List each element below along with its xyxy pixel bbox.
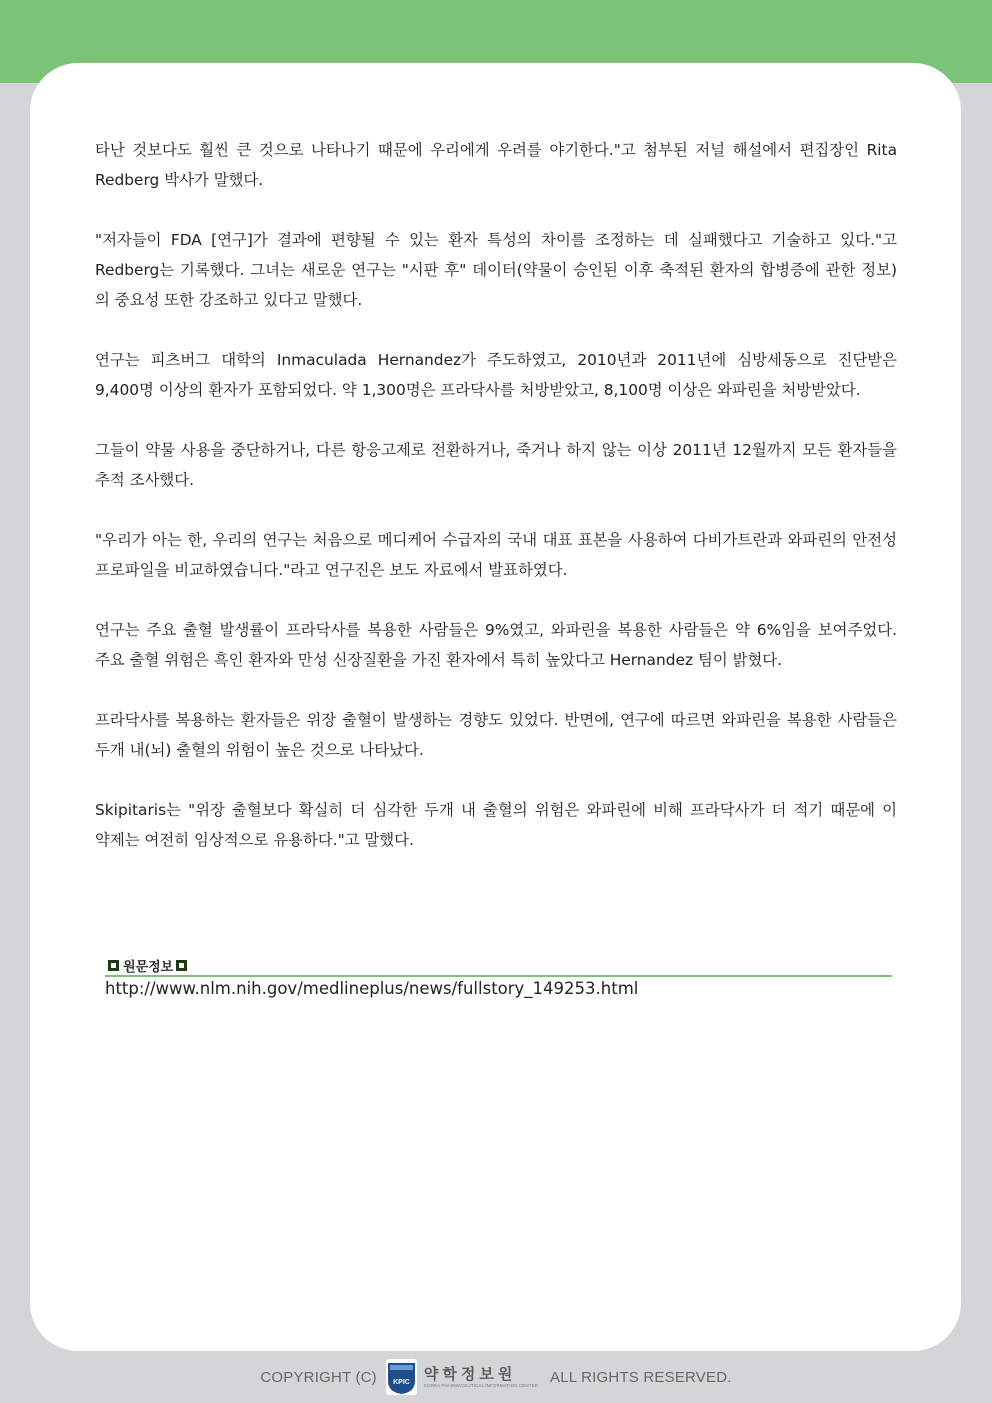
source-header — [105, 955, 892, 977]
paragraph-6: 연구는 주요 출혈 발생률이 프라닥사를 복용한 사람들은 9%였고, 와파린을 복용한 사람들은 약 6%임을 보여주었다. 주요 출혈 위험은 흑인 환자와 만성 신장질환을 가진 환자에서 특히 높았다고 Hernandez 팀이 밝혔다. — [95, 621, 897, 669]
square-bullet-icon — [176, 960, 187, 971]
rights-text: ALL RIGHTS RESERVED. — [550, 1368, 732, 1386]
org-english-name: KOREA PHARMACEUTICAL INFORMATION CENTER — [423, 1382, 539, 1388]
logo-text: KPIC — [393, 1379, 410, 1386]
paragraph-5: "우리가 아는 한, 우리의 연구는 처음으로 메디케어 수급자의 국내 대표 표본을 사용하여 다비가트란과 와파린의 안전성 프로파일을 비교하였습니다."라고 연구진은 보도 자료에서 발표하였다. — [95, 531, 897, 579]
square-bullet-icon — [108, 960, 119, 971]
article-body — [95, 135, 897, 885]
source-label: 원문정보 — [123, 959, 174, 975]
paragraph-8: Skipitaris는 "위장 출혈보다 확실히 더 심각한 두개 내 출혈의 위험은 와파린에 비해 프라닥사가 더 적기 때문에 이 약제는 여전히 임상적으로 유용하다."고 말했다. — [95, 801, 897, 849]
org-name — [424, 1366, 538, 1389]
paragraph-7: 프라닥사를 복용하는 환자들은 위장 출혈이 발생하는 경향도 있었다. 반면에, 연구에 따르면 와파린을 복용한 사람들은 두개 내(뇌) 출혈의 위험이 높은 것으로 나타났다. — [95, 711, 897, 759]
footer — [0, 1357, 992, 1397]
paragraph-3: 연구는 피츠버그 대학의 Inmaculada Hernandez가 주도하였고, 2010년과 2011년에 심방세동으로 진단받은 9,400명 이상의 환자가 포함되었다. 약 1,300명은 프라닥사를 처방받았고, 8,100명 이상은 와파린을 처방받았다. — [95, 351, 897, 399]
copyright-text: COPYRIGHT (C) — [260, 1368, 377, 1386]
source-info — [105, 955, 892, 1000]
org-korean-name: 약학정보원 — [423, 1365, 517, 1383]
source-url-link[interactable]: http://www.nlm.nih.gov/medlineplus/news/fullstory_149253.html — [105, 979, 639, 998]
kpic-logo-icon — [386, 1359, 417, 1395]
paragraph-2: "저자들이 FDA [연구]가 결과에 편향될 수 있는 환자 특성의 차이를 조정하는 데 실패했다고 기술하고 있다."고 Redberg는 기록했다. 그녀는 새로운 연구는 "시판 후" 데이터(약물이 승인된 이후 축적된 환자의 합병증에 관한 정보)의 중요성 또한 강조하고 있다고 말했다. — [95, 231, 897, 309]
paragraph-1: 타난 것보다도 훨씬 큰 것으로 나타나기 때문에 우리에게 우려를 야기한다."고 첨부된 저널 해설에서 편집장인 Rita Redberg 박사가 말했다. — [95, 141, 897, 189]
paragraph-4: 그들이 약물 사용을 중단하거나, 다른 항응고제로 전환하거나, 죽거나 하지 않는 이상 2011년 12월까지 모든 환자들을 추적 조사했다. — [95, 441, 897, 489]
